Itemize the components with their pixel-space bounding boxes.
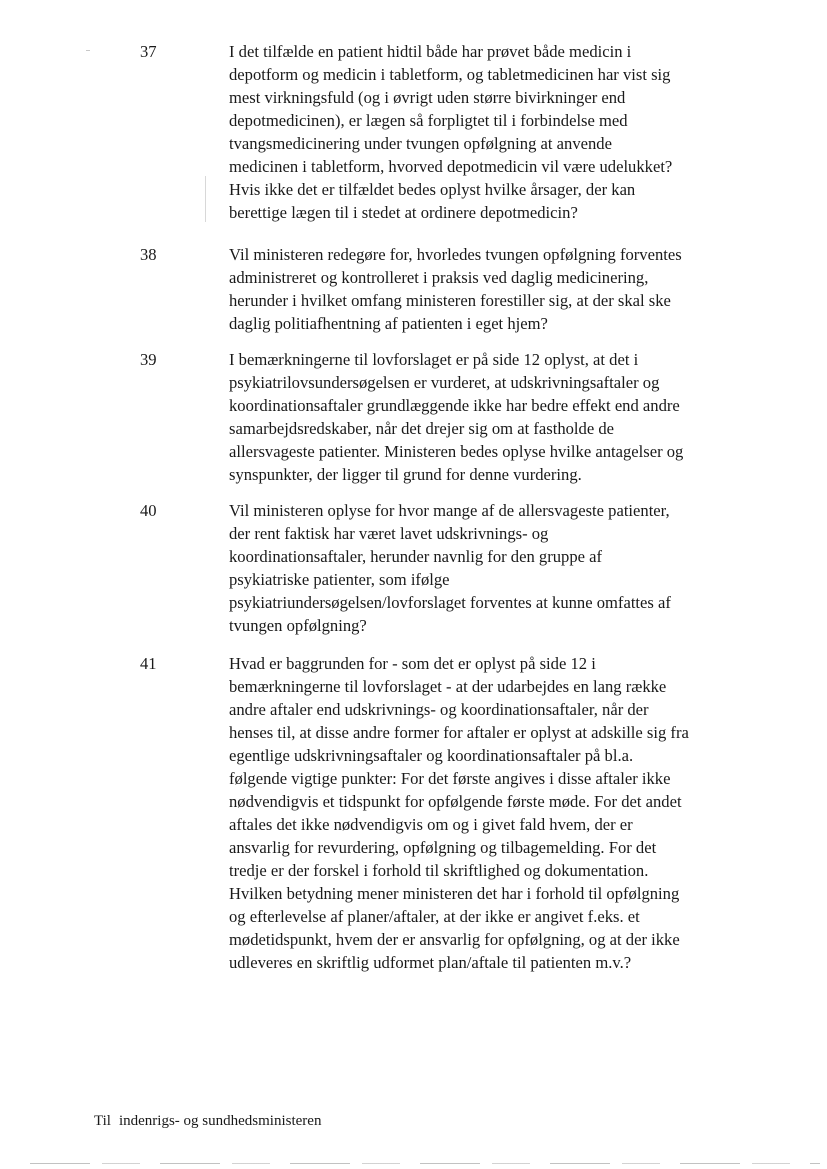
- text-line: psykiatriske patienter, som ifølge: [229, 570, 450, 589]
- text-line: mest virkningsfuld (og i øvrigt uden større bivirkninger end: [229, 88, 626, 107]
- text-line: medicinen i tabletform, hvorved depotmedicin vil være udelukket?: [229, 157, 673, 176]
- text-line: Hvad er baggrunden for - som det er oplyst på side 12 i: [229, 654, 596, 673]
- text-line: berettige lægen til i stedet at ordinere depotmedicin?: [229, 203, 578, 222]
- text-line: psykiatrilovsundersøgelsen er vurderet, at udskrivningsaftaler og: [229, 373, 660, 392]
- text-line: koordinationsaftaler grundlæggende ikke har bedre effekt end andre: [229, 396, 680, 415]
- text-line: bemærkningerne til lovforslaget - at der udarbejdes en lang række: [229, 677, 667, 696]
- question-text: [229, 499, 749, 637]
- text-line: udleveres en skriftlig udformet plan/aftale til patienten m.v.?: [229, 953, 632, 972]
- text-line: Vil ministeren redegøre for, hvorledes tvungen opfølgning forventes: [229, 245, 682, 264]
- text-line: nødvendigvis et tidspunkt for opfølgende første møde. For det andet: [229, 792, 682, 811]
- text-line: Vil ministeren oplyse for hvor mange af de allersvageste patienter,: [229, 501, 670, 520]
- text-line: Hvilken betydning mener ministeren det har i forhold til opfølgning: [229, 884, 680, 903]
- text-line: ansvarlig for revurdering, opfølgning og tilbagemelding. For det: [229, 838, 657, 857]
- text-line: daglig politiafhentning af patienten i eget hjem?: [229, 314, 548, 333]
- question-text: [229, 243, 749, 335]
- text-line: der rent faktisk har været lavet udskrivnings- og: [229, 524, 549, 543]
- question-text: [229, 348, 749, 486]
- question-text: [229, 652, 749, 974]
- page-footer: [94, 1111, 321, 1131]
- question-number: 41: [140, 654, 157, 673]
- question-number: 40: [140, 501, 157, 520]
- text-line: depotmedicinen), er lægen så forpligtet til i forbindelse med: [229, 111, 628, 130]
- text-line: psykiatriundersøgelsen/lovforslaget forventes at kunne omfattes af: [229, 593, 671, 612]
- text-line: allersvageste patienter. Ministeren bedes oplyse hvilke antagelser og: [229, 442, 684, 461]
- footer-prefix: Til: [94, 1113, 111, 1129]
- text-line: tvangsmedicinering under tvungen opfølgning at anvende: [229, 134, 612, 153]
- text-line: andre aftaler end udskrivnings- og koordinationsaftaler, når der: [229, 700, 649, 719]
- text-line: aftales det ikke nødvendigvis om og i givet fald hvem, der er: [229, 815, 633, 834]
- text-line: Hvis ikke det er tilfældet bedes oplyst hvilke årsager, der kan: [229, 180, 636, 199]
- text-line: I bemærkningerne til lovforslaget er på side 12 oplyst, at det i: [229, 350, 639, 369]
- text-line: koordinationsaftaler, herunder navnlig for den gruppe af: [229, 547, 603, 566]
- footer-recipient: indenrigs- og sundhedsministeren: [118, 1113, 322, 1129]
- text-line: administreret og kontrolleret i praksis ved daglig medicinering,: [229, 268, 649, 287]
- text-line: tredje er der forskel i forhold til skriftlighed og dokumentation.: [229, 861, 649, 880]
- scan-artifact: [205, 176, 206, 222]
- text-line: henses til, at disse andre former for aftaler er oplyst at adskille sig fra: [229, 723, 689, 742]
- text-line: og efterlevelse af planer/aftaler, at der ikke er angivet f.eks. et: [229, 907, 640, 926]
- scan-artifact: [30, 1163, 820, 1164]
- question-number: 37: [140, 42, 157, 61]
- text-line: depotform og medicin i tabletform, og tabletmedicinen har vist sig: [229, 65, 671, 84]
- text-line: mødetidspunkt, hvem der er ansvarlig for opfølgning, og at der ikke: [229, 930, 680, 949]
- question-number: 39: [140, 350, 157, 369]
- text-line: herunder i hvilket omfang ministeren forestiller sig, at der skal ske: [229, 291, 671, 310]
- question-number: 38: [140, 245, 157, 264]
- scan-artifact: [86, 50, 90, 51]
- text-line: I det tilfælde en patient hidtil både har prøvet både medicin i: [229, 42, 632, 61]
- text-line: egentlige udskrivningsaftaler og koordinationsaftaler på bl.a.: [229, 746, 634, 765]
- text-line: følgende vigtige punkter: For det første angives i disse aftaler ikke: [229, 769, 671, 788]
- question-text: [229, 40, 749, 224]
- text-line: synspunkter, der ligger til grund for denne vurdering.: [229, 465, 582, 484]
- text-line: samarbejdsredskaber, når det drejer sig om at fastholde de: [229, 419, 614, 438]
- text-line: tvungen opfølgning?: [229, 616, 367, 635]
